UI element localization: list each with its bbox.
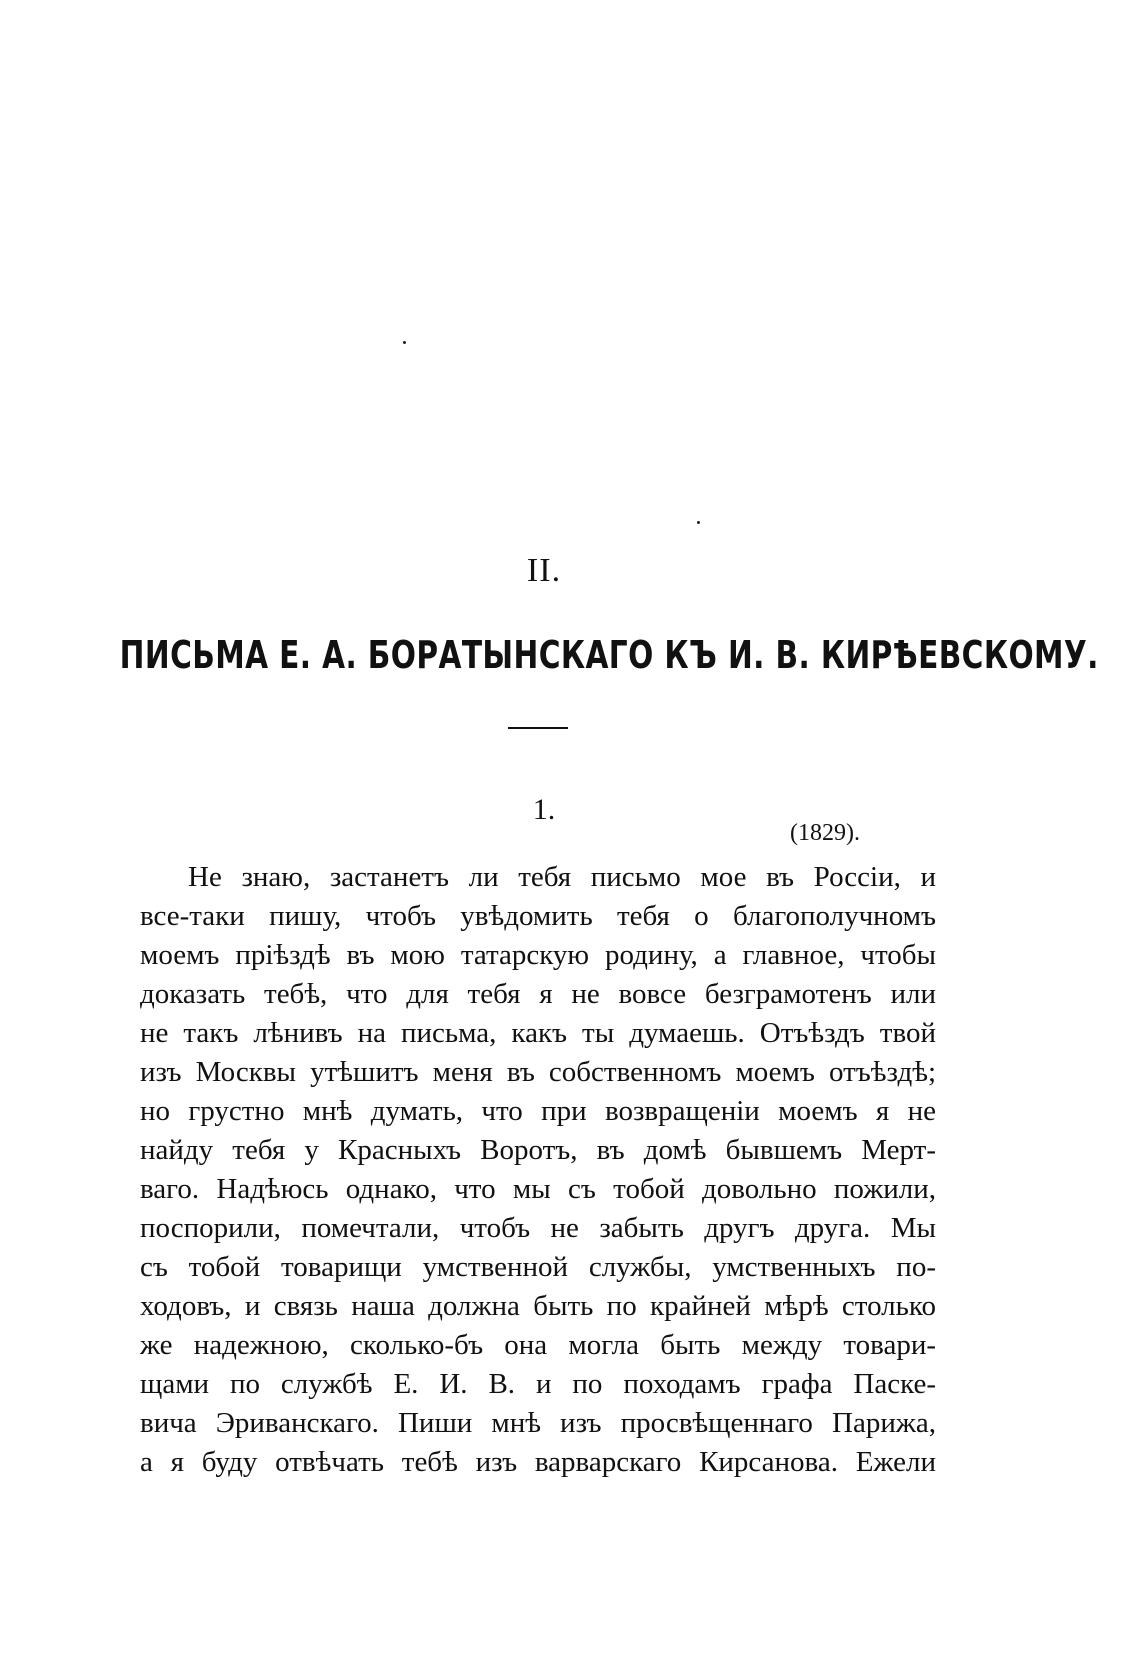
print-speck bbox=[697, 521, 700, 524]
text-line: моемъ пріѣздѣ въ мою татарскую родину, а главное, чтобы bbox=[140, 939, 936, 971]
letter-number: 1. bbox=[532, 793, 556, 826]
text-line: щами по службѣ Е. И. В. и по походамъ графа Паске- bbox=[140, 1368, 936, 1400]
text-line: же надежною, сколько-бъ она могла быть между товари- bbox=[140, 1329, 936, 1361]
text-line: но грустно мнѣ думать, что при возвращеніи моемъ я не bbox=[140, 1095, 936, 1127]
text-line: а я буду отвѣчать тебѣ изъ варварскаго Кирсанова. Ежели bbox=[140, 1446, 936, 1478]
text-line: поспорили, помечтали, чтобъ не забыть другъ друга. Мы bbox=[140, 1212, 936, 1244]
text-line: ходовъ, и связь наша должна быть по крайней мѣрѣ столько bbox=[140, 1290, 936, 1322]
text-line: съ тобой товарищи умственной службы, умственныхъ по- bbox=[140, 1251, 936, 1283]
chapter-title: ПИСЬМА Е. А. БОРАТЫНСКАГО КЪ И. В. КИРѢЕВСКОМУ. bbox=[119, 633, 1099, 677]
text-line: вича Эриванскаго. Пиши мнѣ изъ просвѣщеннаго Парижа, bbox=[140, 1407, 936, 1439]
letter-date: (1829). bbox=[790, 820, 860, 846]
text-line: не такъ лѣнивъ на письма, какъ ты думаешь. Отъѣздъ твой bbox=[140, 1017, 936, 1049]
text-line: все-таки пишу, чтобъ увѣдомить тебя о благополучномъ bbox=[140, 900, 936, 932]
text-line: Не знаю, застанетъ ли тебя письмо мое въ Россіи, и bbox=[188, 861, 936, 893]
text-line: ваго. Надѣюсь однако, что мы съ тобой довольно пожили, bbox=[140, 1173, 936, 1205]
print-speck bbox=[403, 341, 406, 344]
text-line: найду тебя у Красныхъ Воротъ, въ домѣ бывшемъ Мерт- bbox=[140, 1134, 936, 1166]
letter-body bbox=[140, 858, 936, 1482]
text-line: изъ Москвы утѣшитъ меня въ собственномъ моемъ отъѣздѣ; bbox=[140, 1056, 936, 1088]
text-line: доказать тебѣ, что для тебя я не вовсе безграмотенъ или bbox=[140, 978, 936, 1010]
title-divider bbox=[508, 727, 568, 729]
section-number: II. bbox=[526, 552, 562, 589]
